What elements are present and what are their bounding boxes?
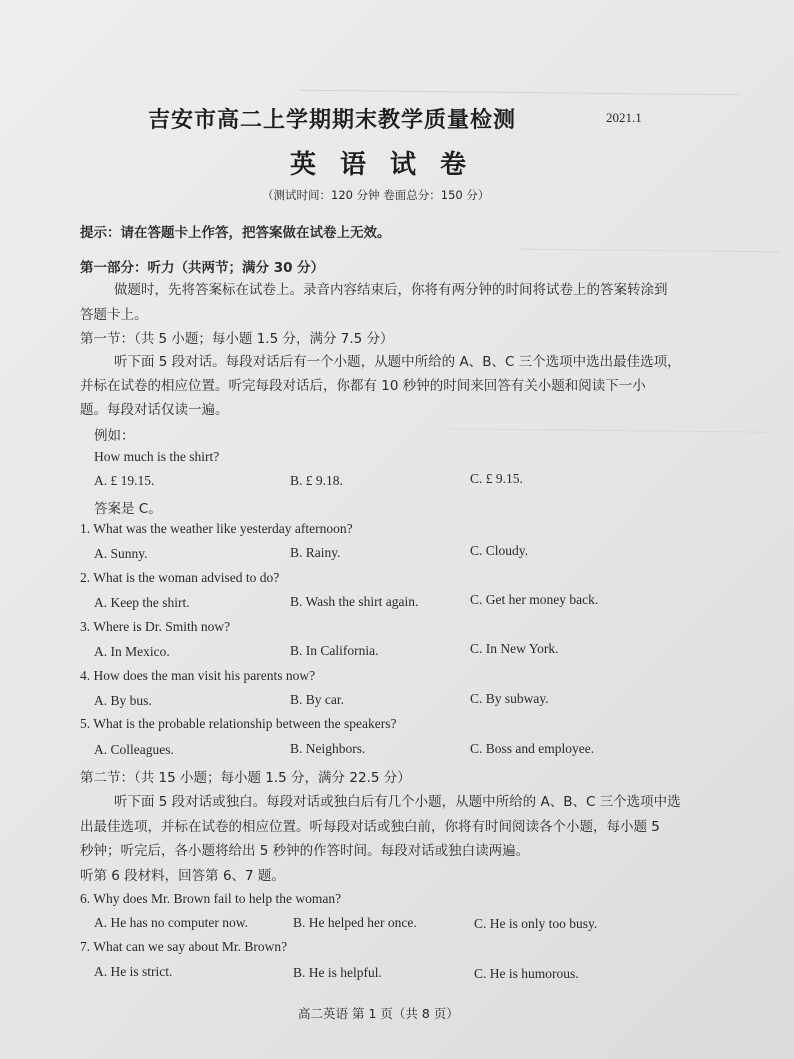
option-c: C. He is only too busy. [474,916,598,931]
option-c: C. Boss and employee. [470,741,595,756]
exam-meta: （测试时间：120 分钟 卷面总分：150 分） [262,188,490,202]
bleed-through-line [300,90,740,104]
option-b: B. He helped her once. [293,915,417,930]
option-c: C. Cloudy. [470,543,529,558]
exam-subject: 英语试卷 [290,150,491,180]
option-a: A. He is strict. [94,964,173,979]
question: 7. What can we say about Mr. Brown? [80,939,288,954]
example-question: How much is the shirt? [94,449,220,464]
section1-instruction: 并标在试卷的相应位置。听完每段对话后，你都有 10 秒钟的时间来回答有关小题和阅读下一小 [80,378,646,394]
example-answer: 答案是 C。 [94,501,162,517]
question: 1. What was the weather like yesterday afternoon? [80,521,353,536]
part1-instruction: 做题时，先将答案标在试卷上。录音内容结束后，你将有两分钟的时间将试卷上的答案转涂到 [114,282,668,298]
material-note: 听第 6 段材料，回答第 6、7 题。 [80,868,285,884]
option-a: A. In Mexico. [94,644,170,659]
option-a: A. Colleagues. [94,742,174,757]
example-label: 例如： [94,428,135,444]
bleed-through-line [520,249,780,261]
page-footer: 高二英语 第 1 页（共 8 页） [298,1006,459,1021]
option-a: A. Sunny. [94,546,148,561]
option-c: C. By subway. [470,691,549,706]
section2-heading: 第二节：（共 15 小题；每小题 1.5 分，满分 22.5 分） [80,770,411,786]
question: 4. How does the man visit his parents now? [80,668,316,683]
bleed-through-line [450,428,770,440]
section2-instruction: 出最佳选项，并标在试卷的相应位置。听每段对话或独白前，你将有时间阅读各个小题，每小题 5 [80,819,660,835]
exam-title: 吉安市高二上学期期末教学质量检测 [148,107,517,133]
option-c: C. Get her money back. [470,592,599,607]
option-b: B. Rainy. [290,545,341,560]
question: 6. Why does Mr. Brown fail to help the woman? [80,891,342,906]
section2-instruction: 听下面 5 段对话或独白。每段对话或独白后有几个小题，从题中所给的 A、B、C 三个选项中选 [114,794,681,810]
option-b: B. In California. [290,643,379,658]
exam-date: 2021.1 [606,110,642,125]
example-option-a: A. £ 19.15. [94,473,155,488]
option-b: B. Wash the shirt again. [290,594,419,609]
option-a: A. He has no computer now. [94,915,248,930]
option-c: C. In New York. [470,641,559,656]
option-c: C. He is humorous. [474,966,579,981]
option-a: A. By bus. [94,693,152,708]
section1-instruction: 题。每段对话仅读一遍。 [80,402,229,418]
question: 2. What is the woman advised to do? [80,570,280,585]
notice: 提示：请在答题卡上作答，把答案做在试卷上无效。 [80,225,391,241]
section2-instruction: 秒钟；听完后，各小题将给出 5 秒钟的作答时间。每段对话或独白读两遍。 [80,843,530,859]
section1-heading: 第一节：（共 5 小题；每小题 1.5 分，满分 7.5 分） [80,331,394,347]
option-b: B. He is helpful. [293,965,382,980]
question: 3. Where is Dr. Smith now? [80,619,231,634]
section1-instruction: 听下面 5 段对话。每段对话后有一个小题，从题中所给的 A、B、C 三个选项中选出最佳选项， [114,354,681,370]
option-b: B. By car. [290,692,344,707]
option-a: A. Keep the shirt. [94,595,190,610]
example-option-b: B. £ 9.18. [290,473,343,488]
example-option-c: C. £ 9.15. [470,471,523,486]
option-b: B. Neighbors. [290,741,366,756]
question: 5. What is the probable relationship between the speakers? [80,716,397,731]
part1-instruction: 答题卡上。 [80,307,148,323]
part1-heading: 第一部分：听力（共两节；满分 30 分） [80,260,325,276]
